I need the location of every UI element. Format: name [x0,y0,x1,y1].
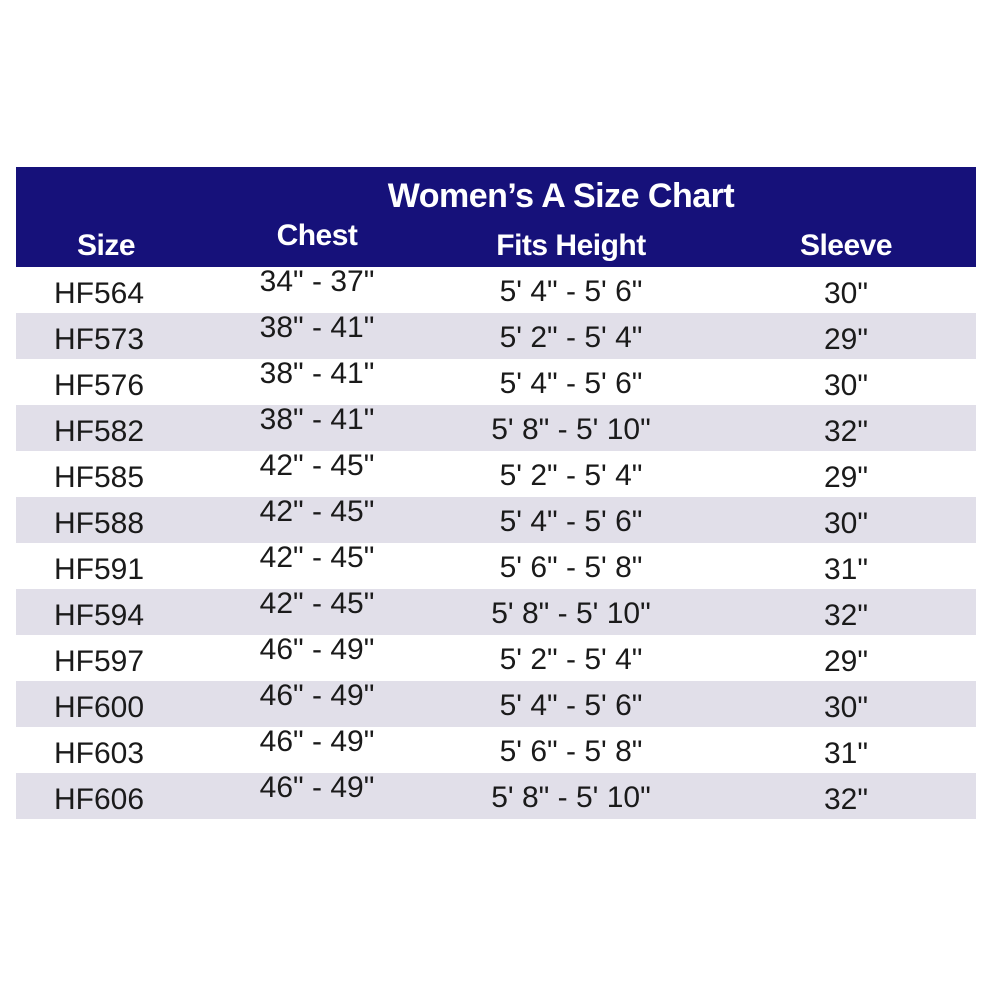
table-row [16,727,976,773]
chest-cell: 46" - 49" [259,633,375,666]
height-cell: 5' 8" - 5' 10" [491,413,651,446]
height-cell: 5' 8" - 5' 10" [491,781,651,814]
table-row [16,313,976,359]
chest-cell: 38" - 41" [259,357,375,390]
column-header-sleeve: Sleeve [799,229,893,262]
table-row [16,773,976,819]
chest-cell: 42" - 45" [259,495,375,528]
table-row [16,635,976,681]
sleeve-cell: 30" [823,507,869,540]
chest-cell: 46" - 49" [259,771,375,804]
height-cell: 5' 2" - 5' 4" [499,321,643,354]
size-chart [16,167,976,819]
height-cell: 5' 2" - 5' 4" [499,459,643,492]
sleeve-cell: 32" [823,415,869,448]
sleeve-cell: 31" [823,737,869,770]
height-cell: 5' 4" - 5' 6" [499,275,643,308]
chest-cell: 42" - 45" [259,541,375,574]
size-cell: HF597 [54,645,145,678]
column-header-size: Size [76,229,136,262]
table-row [16,543,976,589]
size-cell: HF594 [54,599,145,632]
sleeve-cell: 32" [823,599,869,632]
height-cell: 5' 6" - 5' 8" [499,735,643,768]
chest-cell: 42" - 45" [259,587,375,620]
sleeve-cell: 30" [823,369,869,402]
table-row [16,497,976,543]
sleeve-cell: 30" [823,277,869,310]
sleeve-cell: 30" [823,691,869,724]
sleeve-cell: 29" [823,323,869,356]
height-cell: 5' 4" - 5' 6" [499,505,643,538]
height-cell: 5' 8" - 5' 10" [491,597,651,630]
chart-rows [16,267,976,819]
table-row [16,451,976,497]
sleeve-cell: 29" [823,645,869,678]
size-cell: HF600 [54,691,145,724]
height-cell: 5' 4" - 5' 6" [499,367,643,400]
chest-cell: 38" - 41" [259,403,375,436]
table-row [16,359,976,405]
sleeve-cell: 31" [823,553,869,586]
table-row [16,681,976,727]
size-cell: HF573 [54,323,145,356]
column-header-chest: Chest [276,219,358,252]
size-cell: HF564 [54,277,145,310]
height-cell: 5' 2" - 5' 4" [499,643,643,676]
table-row [16,267,976,313]
table-row [16,405,976,451]
chest-cell: 46" - 49" [259,679,375,712]
size-cell: HF582 [54,415,145,448]
size-cell: HF588 [54,507,145,540]
size-cell: HF576 [54,369,145,402]
size-cell: HF606 [54,783,145,816]
chest-cell: 34" - 37" [259,265,375,298]
chest-cell: 38" - 41" [259,311,375,344]
chart-title: Women’s A Size Chart [387,177,735,215]
chest-cell: 46" - 49" [259,725,375,758]
height-cell: 5' 4" - 5' 6" [499,689,643,722]
height-cell: 5' 6" - 5' 8" [499,551,643,584]
table-row [16,589,976,635]
size-cell: HF585 [54,461,145,494]
size-cell: HF591 [54,553,145,586]
sleeve-cell: 32" [823,783,869,816]
sleeve-cell: 29" [823,461,869,494]
size-cell: HF603 [54,737,145,770]
chart-header [16,167,976,267]
column-header-fits-height: Fits Height [496,229,646,262]
chest-cell: 42" - 45" [259,449,375,482]
